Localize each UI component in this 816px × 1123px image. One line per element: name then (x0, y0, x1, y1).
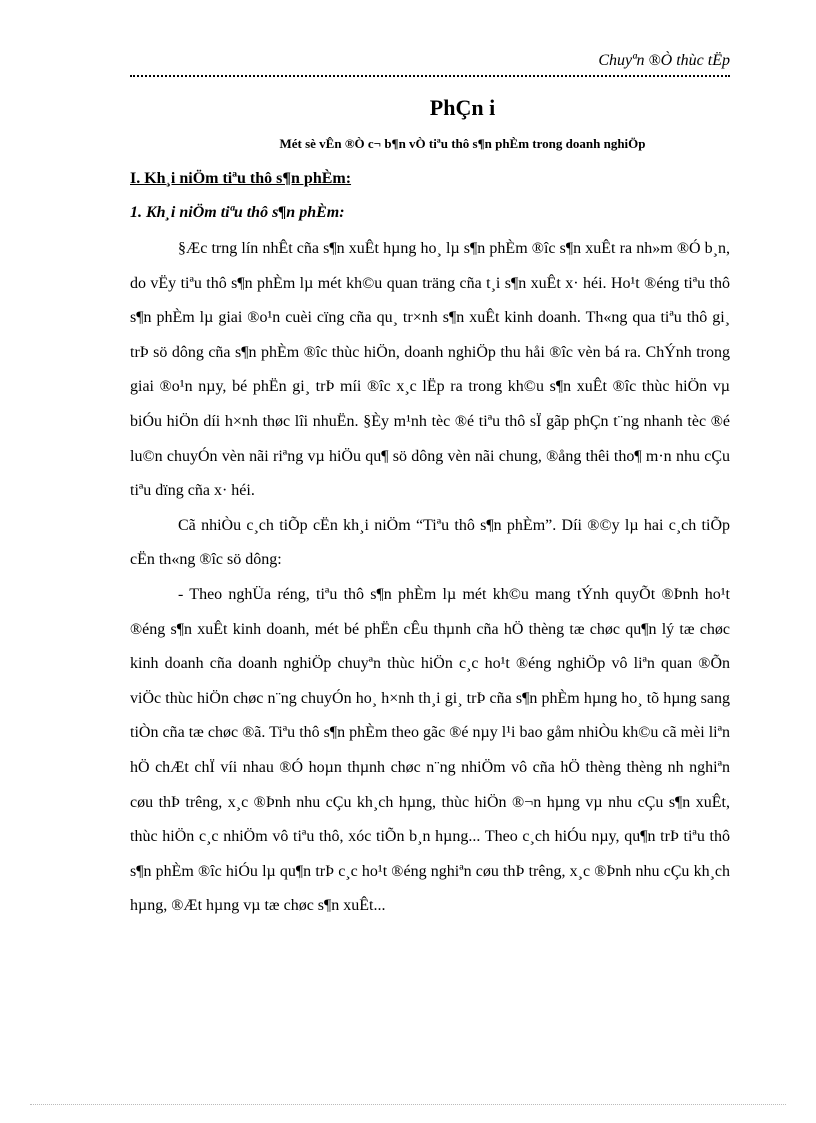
paragraph-3: - Theo nghÜa réng, tiªu thô s¶n phÈm lµ mét kh©u mang tÝnh quyÕt ®Þnh ho¹t ®éng s¶n xuÊt kinh doanh, mét bé phËn cÊu thµnh cña hÖ thèng tæ chøc qu¶n lý tæ chøc kinh doanh cña doanh nghiÖp chuyªn thùc hiÖn c¸c ho¹t ®éng nghiÖp vô liªn quan ®Õn viÖc thùc hiÖn chøc n¨ng chuyÓn ho¸ h×nh th¸i gi¸ trÞ cña s¶n phÈm hµng ho¸ tõ hµng sang tiÒn cña tæ chøc ®ã. Tiªu thô s¶n phÈm theo gãc ®é nµy l¹i bao gåm nhiÒu kh©u cã mèi liªn hÖ chÆt chÏ víi nhau ®Ó hoµn thµnh chøc n¨ng nhiÖm vô cña hÖ thèng thèng nh nghiªn cøu thÞ trêng, x¸c ®Þnh nhu cÇu kh¸ch hµng, thùc hiÖn ®¬n hµng vµ nhu cÇu s¶n xuÊt, thùc hiÖn c¸c nhiÖm vô tiªu thô, xóc tiÕn b¸n hµng... Theo c¸ch hiÓu nµy, qu¶n trÞ tiªu thô s¶n phÈm ®îc hiÓu lµ qu¶n trÞ c¸c ho¹t ®éng nghiªn cøu thÞ trêng, x¸c ®Þnh nhu cÇu kh¸ch hµng, ®Æt hµng vµ tæ chøc s¶n xuÊt... (130, 585, 730, 915)
subsection-heading: 1. Kh¸i niÖm tiªu thô s¶n phÈm: (130, 204, 345, 221)
part-title: PhÇn i (429, 95, 496, 120)
paragraph-2: Cã nhiÒu c¸ch tiÕp cËn kh¸i niÖm “Tiªu thô s¶n phÈm”. Díi ®©y lµ hai c¸ch tiÕp cËn th«ng ®îc sö dông: (130, 516, 730, 569)
chapter-subtitle: Mét sè vÊn ®Ò c¬ b¶n vÒ tiªu thô s¶n phÈm trong doanh nghiÖp (279, 136, 646, 151)
footer-divider (30, 1104, 786, 1105)
paragraph-1: §Æc trng lín nhÊt cña s¶n xuÊt hµng ho¸ lµ s¶n phÈm ®îc s¶n xuÊt ra nh»m ®Ó b¸n, do vËy tiªu thô s¶n phÈm lµ mét kh©u quan träng cña t¸i s¶n xuÊt x· héi. Ho¹t ®éng tiªu thô s¶n phÈm lµ giai ®o¹n cuèi cïng cña qu¸ tr×nh s¶n xuÊt kinh doanh. Th«ng qua tiªu thô gi¸ trÞ sö dông cña s¶n phÈm ®îc thùc hiÖn, doanh nghiÖp thu håi ®îc vèn bá ra. ChÝnh trong giai ®o¹n nµy, bé phËn gi¸ trÞ míi ®îc x¸c lËp ra trong kh©u s¶n xuÊt ®îc thùc hiÖn vµ biÓu hiÖn díi h×nh thøc lîi nhuËn. §Èy m¹nh tèc ®é tiªu thô sÏ gãp phÇn t¨ng nhanh tèc ®é lu©n chuyÓn vèn nãi riªng vµ hiÖu qu¶ sö dông vèn nãi chung, ®ång thêi tho¶ m·n nhu cÇu tiªu dïng cña x· héi. (130, 240, 730, 500)
header-divider (130, 75, 730, 77)
running-header: Chuyªn ®Ò thùc tËp (598, 52, 730, 69)
body-text (130, 232, 730, 924)
section-heading: I. Kh¸i niÖm tiªu thô s¶n phÈm: (130, 170, 352, 187)
